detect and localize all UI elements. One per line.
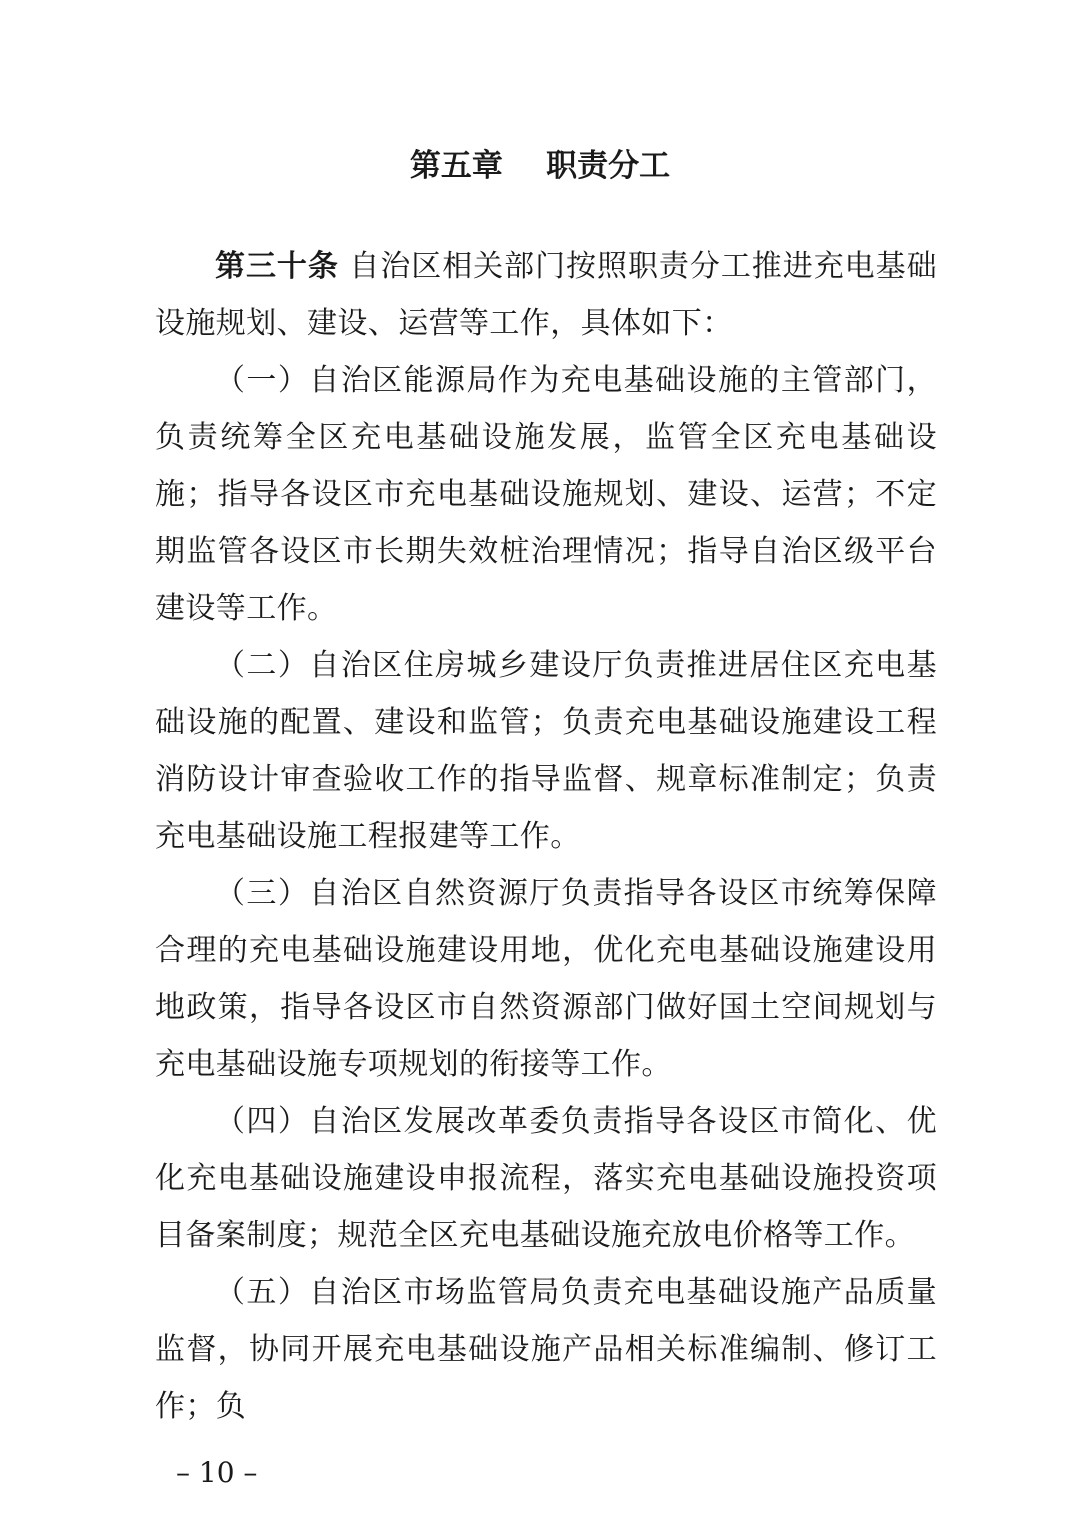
article-number: 第三十条 xyxy=(215,249,339,284)
item-paragraph-1: （一）自治区能源局作为充电基础设施的主管部门，负责统筹全区充电基础设施发展，监管全区充电基础设施；指导各设区市充电基础设施规划、建设、运营；不定期监管各设区市长期失效桩治理情况；指导自治区级平台建设等工作。 xyxy=(155,363,937,626)
chapter-title: 第五章 职责分工 xyxy=(409,148,671,184)
item-paragraph-2: （二）自治区住房城乡建设厅负责推进居住区充电基础设施的配置、建设和监管；负责充电基础设施建设工程消防设计审查验收工作的指导监督、规章标准制定；负责充电基础设施工程报建等工作。 xyxy=(155,648,937,854)
page-number: – 10 – xyxy=(176,1456,258,1489)
item-paragraph-4: （四）自治区发展改革委负责指导各设区市简化、优化充电基础设施建设申报流程，落实充电基础设施投资项目备案制度；规范全区充电基础设施充放电价格等工作。 xyxy=(155,1104,937,1253)
article-intro: 自治区相关部门按照职责分工推进充电基础设施规划、建设、运营等工作，具体如下： xyxy=(155,249,937,341)
item-paragraph-5: （五）自治区市场监管局负责充电基础设施产品质量监督，协同开展充电基础设施产品相关标准编制、修订工作；负 xyxy=(155,1275,937,1424)
item-paragraph-3: （三）自治区自然资源厅负责指导各设区市统筹保障合理的充电基础设施建设用地，优化充电基础设施建设用地政策，指导各设区市自然资源部门做好国土空间规划与充电基础设施专项规划的衔接等工作。 xyxy=(155,876,937,1082)
document-body xyxy=(155,238,937,1435)
article-paragraph xyxy=(155,238,937,352)
